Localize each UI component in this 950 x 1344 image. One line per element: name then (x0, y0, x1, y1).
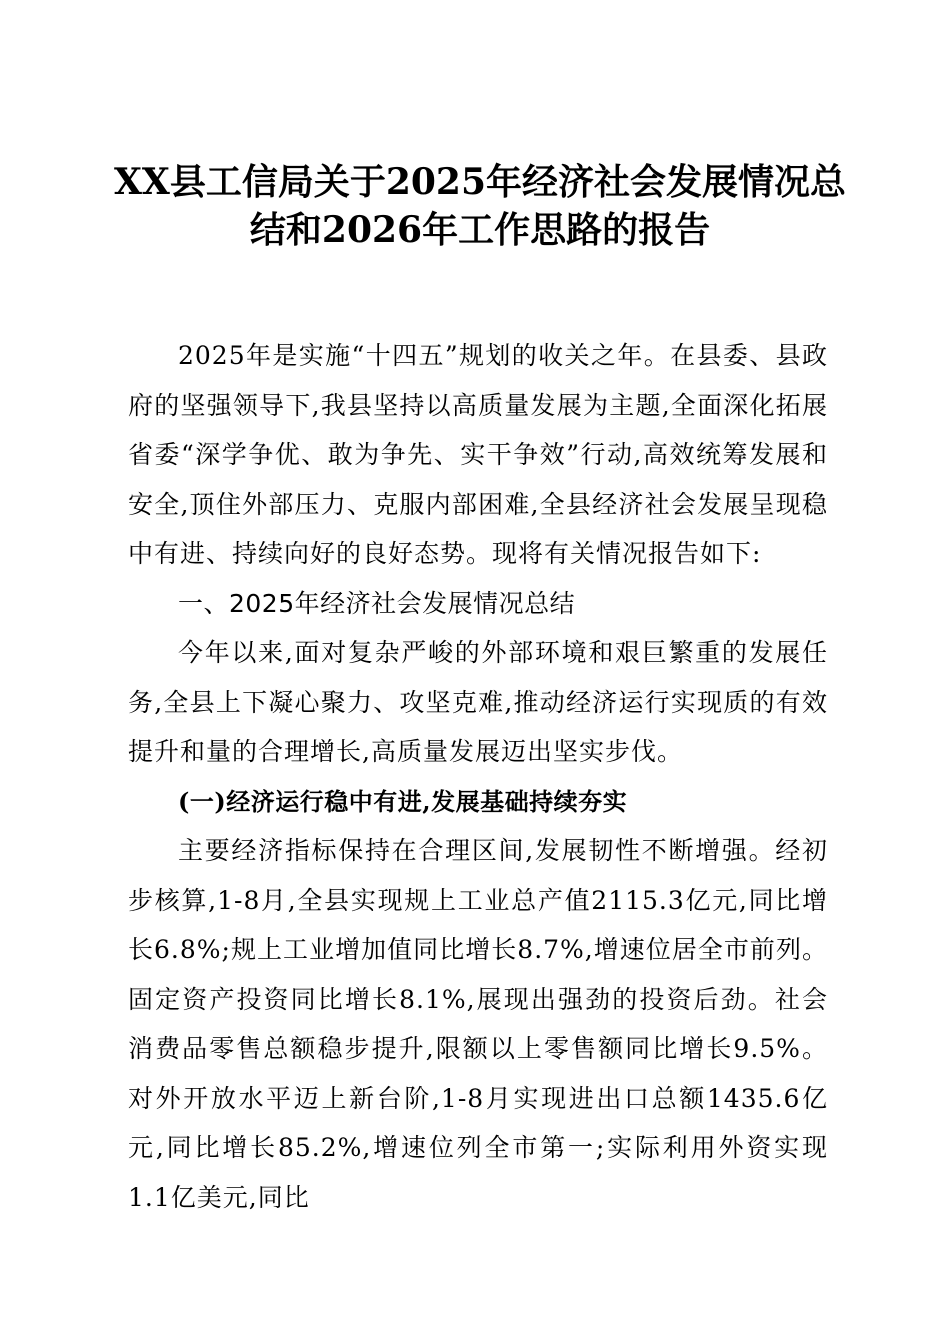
subsection-1-heading: (一)经济运行稳中有进,发展基础持续夯实 (178, 786, 628, 816)
document-body (128, 331, 828, 1222)
intro-paragraph: 2025年是实施“十四五”规划的收关之年。在县委、县政府的坚强领导下,我县坚持以高质量发展为主题,全面深化拓展省委“深学争优、敢为争先、实干争效”行动,高效统筹发展和安全,顶住外部压力、克服内部困难,全县经济社会发展呈现稳中有进、持续向好的良好态势。现将有关情况报告如下: (128, 341, 828, 568)
title-line-1: XX县工信局关于2025年经济社会发展情况总 (113, 161, 847, 203)
title-line-2: 结和2026年工作思路的报告 (249, 209, 711, 251)
subsection-1-paragraph: 主要经济指标保持在合理区间,发展韧性不断增强。经初步核算,1-8月,全县实现规上工业总产值2115.3亿元,同比增长6.8%;规上工业增加值同比增长8.7%,增速位居全市前列。固定资产投资同比增长8.1%,展现出强劲的投资后劲。社会消费品零售总额稳步提升,限额以上零售额同比增长9.5%。对外开放水平迈上新台阶,1-8月实现进出口总额1435.6亿元,同比增长85.2%,增速位列全市第一;实际利用外资实现1.1亿美元,同比 (128, 836, 828, 1212)
section-1-heading: 一、2025年经济社会发展情况总结 (178, 588, 576, 618)
section-1-paragraph: 今年以来,面对复杂严峻的外部环境和艰巨繁重的发展任务,全县上下凝心聚力、攻坚克难,推动经济运行实现质的有效提升和量的合理增长,高质量发展迈出坚实步伐。 (128, 638, 828, 766)
document-title (110, 158, 850, 254)
